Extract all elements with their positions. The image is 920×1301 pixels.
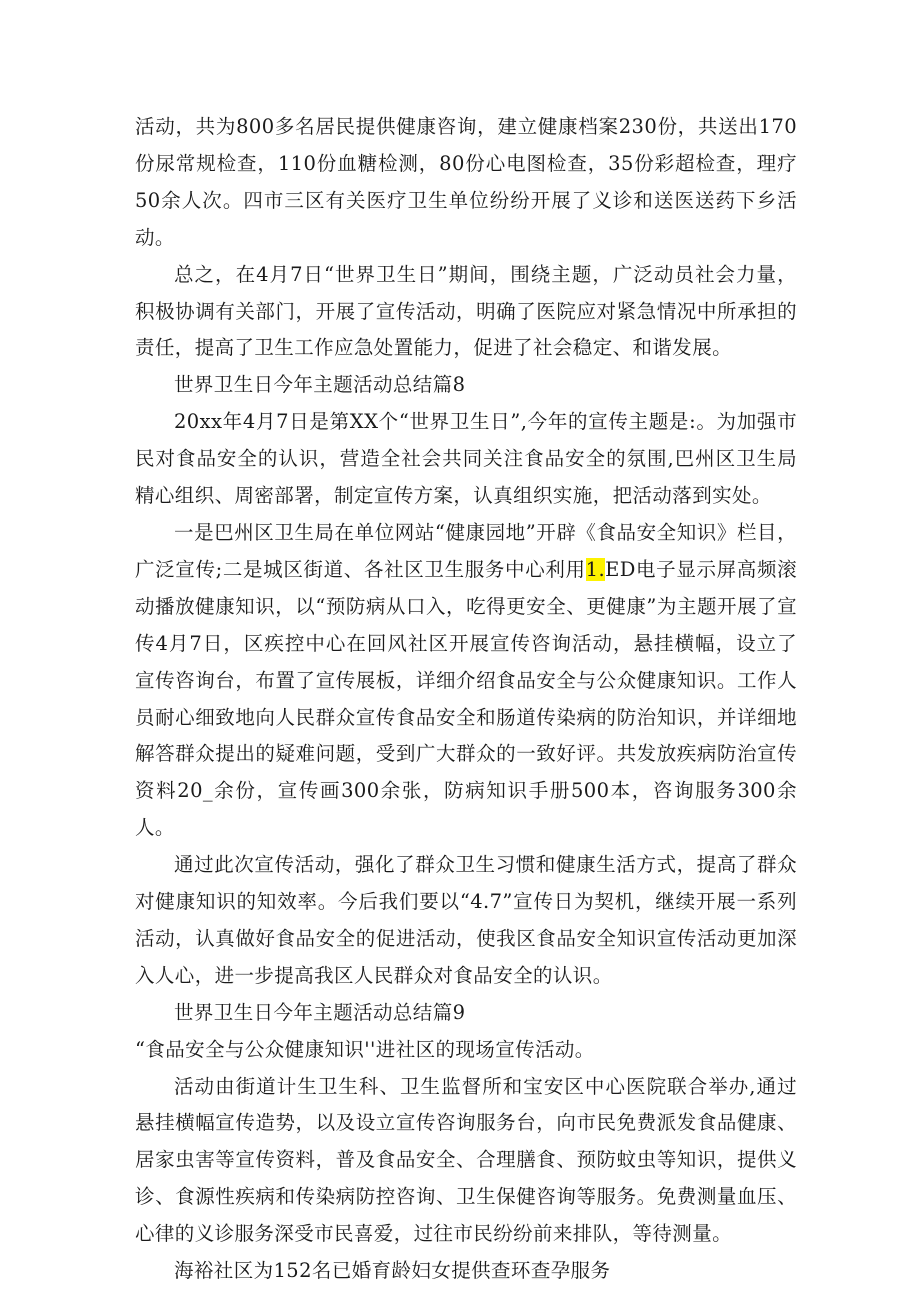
paragraph-text-after-highlight: ED电子显示屏高频滚动播放健康知识，以“预防病从口入，吃得更安全、更健康”为主题开展了宣传4月7日，区疾控中心在回风社区开展宣传咨询活动，悬挂横幅，设立了宣传咨询台，布置了宣传展板，详细介绍食品安全与公众健康知识。工作人员耐心细致地向人民群众宣传食品安全和肠道传染病的防治知识，并详细地解答群众提出的疑难问题，受到广大群众的一致好评。共发放疾病防治宣传资料20_余份，宣传画300余张，防病知识手册500本，咨询服务300余人。 xyxy=(135,557,797,840)
highlighted-text: 1. xyxy=(585,557,606,581)
paragraph-summary: 总之，在4月7日“世界卫生日”期间，围绕主题，广泛动员社会力量，积极协调有关部门，开展了宣传活动，明确了医院应对紧急情况中所承担的责任，提高了卫生工作应急处置能力，促进了社会稳定、和谐发展。 xyxy=(135,262,797,360)
paragraph-event-details: 活动由街道计生卫生科、卫生监督所和宝安区中心医院联合举办,通过悬挂横幅宣传造势，以及设立宣传咨询服务台，向市民免费派发食品健康、居家虫害等宣传资料，普及食品安全、合理膳食、预防蚊虫等知识，提供义诊、食源性疾病和传染病防控咨询、卫生保健咨询等服务。免费测量血压、心律的义诊服务深受市民喜爱，过往市民纷纷前来排队，等待测量。 xyxy=(135,1074,797,1246)
paragraph-haiyu-community: 海裕社区为152名已婚育龄妇女提供查环查孕服务 xyxy=(174,1259,611,1283)
paragraph-community-event: “食品安全与公众健康知识''进社区的现场宣传活动。 xyxy=(135,1037,595,1061)
section-heading-9: 世界卫生日今年主题活动总结篇9 xyxy=(174,1000,466,1024)
paragraph-theme-intro: 20xx年4月7日是第XX个“世界卫生日”,今年的宣传主题是:。为加强市民对食品安全的认识，营造全社会共同关注食品安全的氛围,巴州区卫生局精心组织、周密部署，制定宣传方案，认真组织实施，把活动落到实处。 xyxy=(135,410,797,508)
paragraph-results: 通过此次宣传活动，强化了群众卫生习惯和健康生活方式，提高了群众对健康知识的知效率。今后我们要以“4.7”宣传日为契机，继续开展一系列活动，认真做好食品安全的促进活动，使我区食品安全知识宣传活动更加深入人心，进一步提高我区人民群众对食品安全的认识。 xyxy=(135,853,797,987)
paragraph-publicity-measures xyxy=(135,515,797,847)
section-heading-8: 世界卫生日今年主题活动总结篇8 xyxy=(174,373,466,397)
paragraph-text-before-highlight: 一是巴州区卫生局在单位网站“健康园地”开辟《食品安全知识》栏目，广泛宣传;二是城区街道、各社区卫生服务中心利用 xyxy=(135,520,797,581)
document-body xyxy=(135,109,797,1290)
paragraph-activity-stats: 活动，共为800多名居民提供健康咨询，建立健康档案230份，共送出170份尿常规检查，110份血糖检测，80份心电图检查，35份彩超检查，理疗50余人次。四市三区有关医疗卫生单位纷纷开展了义诊和送医送药下乡活动。 xyxy=(135,115,797,249)
